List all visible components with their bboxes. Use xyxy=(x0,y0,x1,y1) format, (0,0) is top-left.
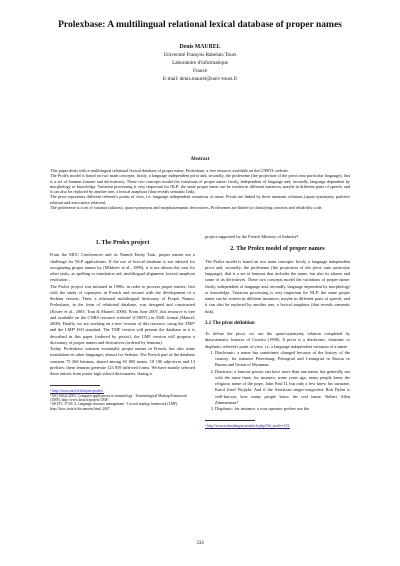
footnote-2[interactable]: ² ISO 16642:2003, Computer applications in terminology - Terminological Markup Framework (TMF), http://www.loria.fr/projets/TMF/. xyxy=(50,393,188,403)
abstract-paragraph: This paper deals with a multilingual relational lexical database of proper name, Prolexbase, a free resource available on the CNRTL website. xyxy=(50,168,290,173)
left-column xyxy=(50,234,195,411)
body-paragraph: The Prolex model is based on two main concepts: firstly, a language independent pivot and, secondly, the prolexeme (the projection of the pivot onto particular language), that is a set of lemmas that includes the name, but also its aliases and some of its derivatives. These two concepts model the variations of proper name: firstly, independent of language and, secondly, language dependent by morphology or knowledge. Variation processing is very important for NLP: the same proper name can be written in different instances, maybe in different parts of speech, and it can also be replaced by another one, a lexical anaphora (that reveals semantic link). xyxy=(205,258,350,314)
footnote-divider xyxy=(205,420,255,421)
body-paragraph: The Prolex project was initiated in 1990s, in order to process proper names, first with the study of toponyms in French and second with the development of a Serbian version. Then, a relational multilingual dictionary of Proper Names, Prolexbase, in the form of relational database, was designed and constructed (Krstev et al., 2005; Tran & Maurel, 2006). From June 2007, this resource is free and available on the CNRS resource website¹ (CNRTL) in XML format (Maurel, 2008). Finally, we are working on a new version of this resource, using the TMF² and the LMF³ ISO standard. The TMF version will present the database as it is described in this paper (ordered by pivots); the LMF version will propose a dictionary of proper names and derivatives (ordered by lemmas). xyxy=(50,283,195,345)
variation-list xyxy=(205,350,350,413)
affiliation-line: Université François Rabelais Tours xyxy=(163,52,237,58)
subsection-heading-pivot: 2.1 The pivot definition xyxy=(205,320,255,326)
footnote-3[interactable]: ³ ISO/TC 37/SC 4, Language resource management - Lexical markup framework (LMF), http://lirics.loria.fr/documents.html, 2007. xyxy=(50,402,179,411)
author-email: E-mail: denis.maurel@univ-tours.fr xyxy=(162,76,238,82)
section-heading-prolex-project: 1. The Prolex project xyxy=(95,240,150,246)
section-heading-prolex-model: 2. The Prolex model of proper names xyxy=(230,246,325,253)
footnote-1[interactable]: ¹ http://www.cnrtl.fr/lexiques/prolex/. xyxy=(50,389,104,394)
body-paragraph: Today, Prolexbase contains essentially proper names in French, but also some translations in other languages, almost for Serbian. The French part of the database contains 75 368 lemmas, shared among 65 805 nouns, 10 100 adjectives and 13 prefixes; these lemmas generate 123 859 inflected forms. We have mainly selected these entries from junior high school dictionaries, during a xyxy=(50,346,195,376)
body-paragraph: To define the pivot, we use the quasi-synonymy relation completed by diasystematic features of Coseriu (1998). A pivot is a diachronic, diastratic or diaphasic referent's point of view, i.e. a language independent variation of a name: xyxy=(205,331,350,349)
author-name: Denis MAUREL xyxy=(179,44,221,50)
body-paragraph: From the MUC Conferences and its Named Entity Task, proper names are a challenge for NLP applications. If the use of lexical database is not advised for recognizing proper names by (Mikheev et al., 1999), it is not almost the case for other tasks, as spelling or translation aid, multilingual alignment, lexical anaphora resolution… xyxy=(50,252,195,283)
abstract-paragraph: The prolexeme is a set of variants (aliases), quasi-synonyms and morphosemantic derivatives. Prolexemes are linked to classifying contexts and reliability code. xyxy=(50,205,323,211)
list-item: 2. Diastratic: a famous person can have more than one name, but generally not with the same fame, for instance, some years ago, many people knew the religious name of the pope, John Paul II, but only a few knew his surname, Karol Józef Wojtyła. And if the American singer-songwriter Bob Dylan is well-known, how many people know his real name, Robert Allen Zimmerman? xyxy=(215,369,350,407)
footnote-divider xyxy=(50,385,100,386)
footnotes-left xyxy=(50,389,195,411)
affiliation-line: France xyxy=(192,68,208,74)
author-block xyxy=(0,43,400,83)
abstract-heading: Abstract xyxy=(190,156,210,162)
affiliation-line: Laboratoire d'informatique xyxy=(172,60,228,66)
paper-title: Prolexbase: A multilingual relational lexical database of proper names xyxy=(58,20,342,30)
abstract-paragraph: The Prolex model is based on two main concepts: firstly, a language independent pivot and, secondly, the prolexeme (the projection of the pivot onto particular language), that is a set of lemmas (names and derivatives). These two concepts model the variations of proper name: firstly, independent of language and, secondly, language dependent by morphology or knowledge. Variation processing is very important for NLP: the same proper name can be written in different instances, maybe in different parts of speech, and it can also be replaced by another one, a lexical anaphora (that reveals semantic link). xyxy=(50,173,350,195)
page-number: 334 xyxy=(196,541,204,546)
list-item: 3. Diaphasic: for instance, a tour operator prefers use the xyxy=(215,406,350,412)
right-column xyxy=(205,234,350,429)
abstract-body xyxy=(50,168,350,210)
body-paragraph: project supported by the French Ministry of Industry⁴. xyxy=(205,234,300,239)
footnotes-right xyxy=(205,424,350,428)
list-item: 1. Diachronic: a name has sometimes changed because of the history of the country, for instance Petersburg, Petrograd and Leningrad in Russia or Burma and Union of Myanmar. xyxy=(215,350,350,369)
abstract-paragraph: The pivot represents different referent's points of view, i.e. language independent variations of name. Pivots are linked by three semantic relations (quasi-synonymy, partitive relation and associative relation). xyxy=(50,194,350,205)
footnote-4[interactable]: ⁴ http://www.technolangue.net/article.php3?id_article=155. xyxy=(205,424,291,429)
